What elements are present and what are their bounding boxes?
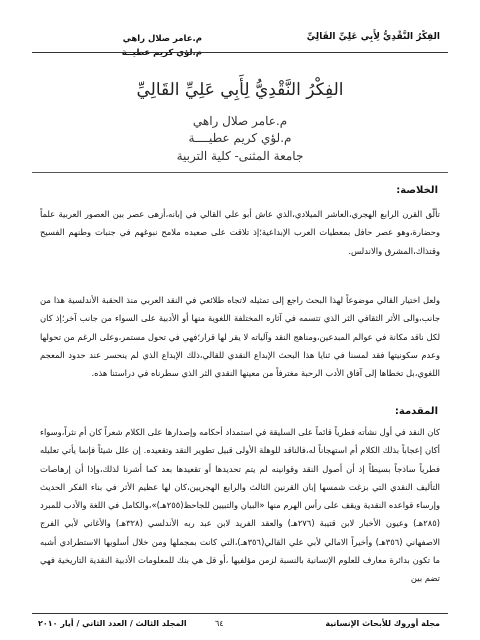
introduction-heading: المقدمة:	[394, 406, 438, 417]
page-number: ٦٤	[215, 619, 224, 628]
title-divider	[32, 172, 448, 173]
affiliation: جامعة المثنى- كلية التربية	[176, 149, 304, 163]
abstract-paragraph-2: ولعل اختيار القالي موضوعاً لهذا البحث راجع إلى تمثيله لاتجاه طلائعي في النقد العربي منذ الحقبة الأندلسية هذا من جانب،والى الأثر الثقافي الثر الذي تتسمه في آثاره المختلفة اللغوية منها أو الأدبية على السواء من جانب آخر؛إذ كان لكل ناقد مكانة في عوالم المبدعين،ومناهج النقد وآلياته لا يقر لها قرار؛فهي في تحول مستمر،وعلى الرغم من تحولها وعدم سكونيتها فقد لمسنا في ثنايا هذا البحث الإبداع النقدي للقالي،ذلك الإبداع الذي لم ينحسر عند حدود المعجم اللغوي،بل تخطاها إلى آفاق الأدب الرحبة مغترفاً من معينها النقدي الثر الذي سطرناه في دراستنا هذه.	[40, 295, 440, 379]
running-header-author-2: م.لؤي كريم عطيــة	[121, 48, 202, 58]
introduction-paragraph: كان النقد في أول نشأته فطرياً قائماً على السليقة في استمداد أحكامه وإصدارها على الكلام شعراً كان أم نثراً،وسواء أكان إعجاباً بذلك الكلام أم استهجاناً له،فالناقد للوهلة الأولى قبيل تطوير النقد وتقعيده. إن علل شيئاً فإنما يأتي تعليله فطرياً ساذجاً بسيطاً إذ أن أصول النقد وقوانينه لم يتم تحديدها أو تقعيدها بعد كما أشرنا لذلك،وإذا أن إرهاصات التأليف النقدي التي بزغت شمسها إبان القرنين الثالث والرابع الهجريين،كان لها عظيم الأثر في بناء الفكر الحديث وإرساء قواعده النقدية ويقف على رأس الهرم منها «البيان والتبيين للجاحظ(٢٥٥هـ)»،والكامل في اللغة والأدب للمبرد (٢٨٥هـ) وعيون الأخبار لابن قتيبة (٢٧٦هـ) والعقد الفريد لابن عبد ربه الأندلسي (٣٢٨هـ) والأغاني لأبي الفرج الاصفهاني (٣٥٦هـ) وأخيراً الامالي لأبي علي القالي(٣٥٦هـ)،التي كانت بمجملها ومن خلال أسلوبها الاستطرادي أشبه ما تكون بدائرة معارف للعلوم الإنسانية بالنسبة لزمن مؤلفيها ،أو قل هي بنك للمعلومات الأدبية النقدية التاريخية فهي تضم بين	[40, 427, 441, 584]
abstract-paragraph-1: تألّق القرن الرابع الهجري،العاشر الميلادي،الذي عاش أبو علي القالي في إبانه،أزهى عصر بين العصور العربية علماً وحضارة،وهو عصر حافل بمعطيات العرب الإبداعية؛إذ تلاقت على صعيده ملامح نبوغهم في جنبات وطنهم الفسيح وقتذاك،المشرق والاندلس.	[40, 209, 440, 256]
author-1: م.عامر صلال راهي	[192, 114, 288, 128]
abstract-heading: الخلاصة:	[396, 185, 438, 196]
footer-issue-info: المجلد الثالث / العدد الثاني / أيار ٢٠١٠	[38, 619, 187, 628]
running-header-authors	[52, 32, 202, 60]
header-divider	[32, 52, 448, 53]
running-header-title: الفِكْرُ النَّقْدِيُّ لِأَبِي عَلِيِّ القَالِيِّ	[306, 32, 440, 42]
article-title: الفِكْرُ النَّقْدِيُّ لِأَبِي عَلِيِّ القَالِيِّ	[136, 80, 344, 100]
running-header-author-1: م.عامر صلال راهي	[122, 34, 202, 44]
footer-journal-name: مجلة أوروك للأبحاث الإنسانية	[325, 619, 440, 628]
author-2: م.لؤي كريم عطيــــة	[188, 131, 292, 145]
footer-divider	[32, 613, 448, 614]
